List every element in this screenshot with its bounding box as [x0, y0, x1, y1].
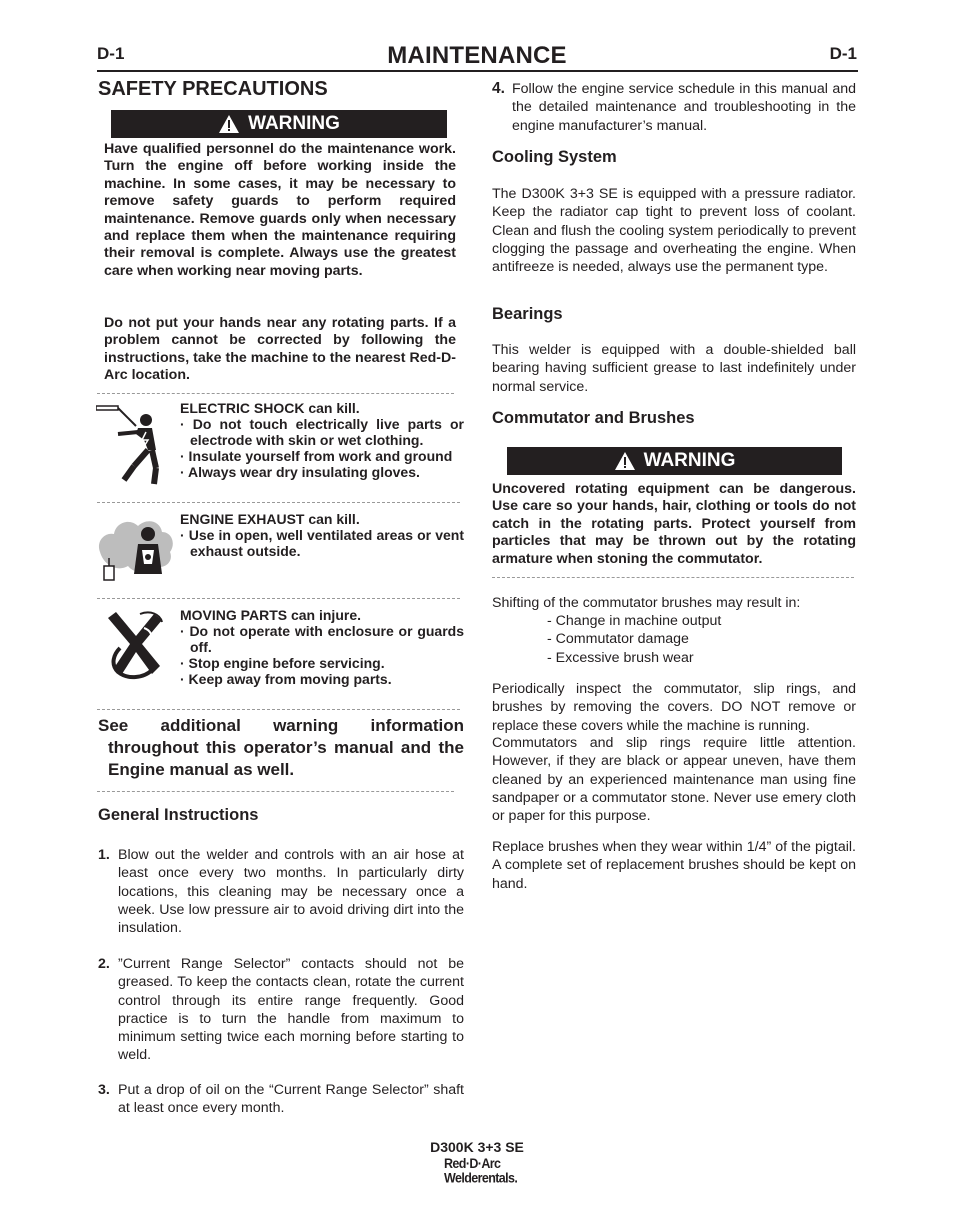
- item-number: 3.: [98, 1082, 110, 1098]
- brand-line-1: Red·D·Arc: [444, 1155, 501, 1172]
- hazard-line: · Do not operate with enclosure or guards off.: [180, 623, 464, 655]
- safety-precautions-title: SAFETY PRECAUTIONS: [98, 78, 328, 100]
- see-additional-warning: See additional warning information throughout this operator’s manual and the Engine manual as well.: [98, 716, 464, 779]
- commutators-text: Commutators and slip rings require little attention. However, if they are black or appear uneven, have them cleaned by an experienced maintenance man using fine sandpaper or a commutator stone. Never use emery cloth or paper for this purpose.: [492, 735, 856, 825]
- divider: [97, 502, 460, 503]
- instruction-item-4: [492, 80, 856, 135]
- hazard-line: · Always wear dry insulating gloves.: [180, 464, 420, 480]
- divider: [97, 709, 460, 710]
- warning-paragraph-1: Have qualified personnel do the maintenance work. Turn the engine off before working inside the machine. In some cases, it may be necessary to remove safety guards to perform required maintenance. Remove guards only when necessary and replace them when the maintenance requiring their removal is complete. Always use the greatest care when working near moving parts.: [104, 141, 456, 279]
- moving-parts-icon: [100, 608, 172, 682]
- warning-paragraph-2: Do not put your hands near any rotating parts. If a problem cannot be corrected by following the instructions, take the machine to the nearest Red-D-Arc location.: [104, 315, 456, 384]
- hazard-line: · Stop engine before servicing.: [180, 655, 385, 671]
- cooling-system-text: The D300K 3+3 SE is equipped with a pressure radiator. Keep the radiator cap tight to prevent loss of coolant. Clean and flush the cooling system periodically to prevent clogging the passage and overheating the engine. When antifreeze is needed, always use the permanent type.: [492, 186, 856, 276]
- hazard-title: ENGINE EXHAUST can kill.: [180, 511, 360, 527]
- warning-label: WARNING: [248, 113, 340, 134]
- item-number: 4.: [492, 80, 505, 97]
- warning-banner: [111, 110, 447, 138]
- hazard-title: MOVING PARTS can injure.: [180, 607, 361, 623]
- item-text: Put a drop of oil on the “Current Range Selector” shaft at least once every month.: [118, 1082, 464, 1117]
- instruction-item-3: [98, 1081, 464, 1118]
- warning-label: WARNING: [643, 450, 736, 471]
- periodic-inspection-text: Periodically inspect the commutator, slip rings, and brushes by removing the covers. DO NOT remove or replace these covers while the machine is running.: [492, 681, 856, 734]
- shifting-list: [547, 612, 721, 667]
- brand-line-2: Welderentals.: [444, 1170, 518, 1186]
- replace-brushes-text: Replace brushes when they wear within 1/4” of the pigtail. A complete set of replacement brushes should be kept on hand.: [492, 839, 856, 892]
- item-number: 2.: [98, 956, 110, 972]
- brand-logo: [444, 1157, 554, 1186]
- electric-shock-icon: [96, 404, 166, 486]
- cooling-system-title: Cooling System: [492, 148, 617, 166]
- hazard-line: · Do not touch electrically live parts or electrode with skin or wet clothing.: [180, 416, 464, 448]
- item-text: Follow the engine service schedule in this manual and the detailed maintenance and troubleshooting in the engine manufacturer’s manual.: [512, 81, 856, 134]
- header-rule: [97, 70, 858, 72]
- bearings-text: This welder is equipped with a double-shielded ball bearing having sufficient grease to last indefinitely under normal service.: [492, 342, 856, 395]
- divider: [492, 577, 854, 578]
- commutator-brushes-title: Commutator and Brushes: [492, 409, 695, 427]
- hazard-engine-exhaust: [180, 511, 464, 559]
- list-item: - Excessive brush wear: [547, 649, 694, 666]
- hazard-title: ELECTRIC SHOCK can kill.: [180, 400, 360, 416]
- item-text: Blow out the welder and controls with an air hose at least once every two months. In particularly dirty locations, this cleaning may be necessary once a week. Use low pressure air to avoid driving dirt into the insulation.: [118, 847, 464, 937]
- page-code-right: D-1: [829, 44, 857, 63]
- hazard-line: · Keep away from moving parts.: [180, 671, 392, 687]
- commutator-warning-text: Uncovered rotating equipment can be dangerous. Use care so your hands, hair, clothing or tools do not catch in the rotating parts. Protect yourself from particles that may be thrown out by the rotating armature when stoning the commutator.: [492, 481, 856, 567]
- warning-banner: [507, 447, 842, 475]
- bearings-title: Bearings: [492, 305, 563, 323]
- instruction-item-2: [98, 955, 464, 1065]
- footer-model: D300K 3+3 SE: [430, 1139, 524, 1155]
- divider: [97, 393, 454, 394]
- divider: [97, 598, 460, 599]
- warning-triangle-icon: [218, 114, 240, 134]
- hazard-moving-parts: [180, 607, 464, 687]
- item-number: 1.: [98, 847, 110, 863]
- shifting-intro: Shifting of the commutator brushes may result in:: [492, 595, 801, 611]
- hazard-line: · Use in open, well ventilated areas or vent exhaust outside.: [180, 527, 464, 559]
- engine-exhaust-icon: [96, 512, 176, 586]
- instruction-item-1: [98, 846, 464, 937]
- page-code-left: D-1: [97, 44, 125, 63]
- hazard-line: · Insulate yourself from work and ground: [180, 448, 453, 464]
- hazard-electric-shock: [180, 400, 464, 480]
- general-instructions-title: General Instructions: [98, 806, 259, 824]
- page-title: MAINTENANCE: [387, 42, 567, 69]
- item-text: ”Current Range Selector” contacts should not be greased. To keep the contacts clean, rotate the current control through its entire range frequently. Good practice is to turn the handle from maximum to minimum setting twice each morning before starting to weld.: [118, 956, 464, 1064]
- list-item: - Commutator damage: [547, 631, 689, 648]
- list-item: - Change in machine output: [547, 613, 722, 629]
- warning-triangle-icon: [614, 451, 636, 471]
- divider: [97, 791, 454, 792]
